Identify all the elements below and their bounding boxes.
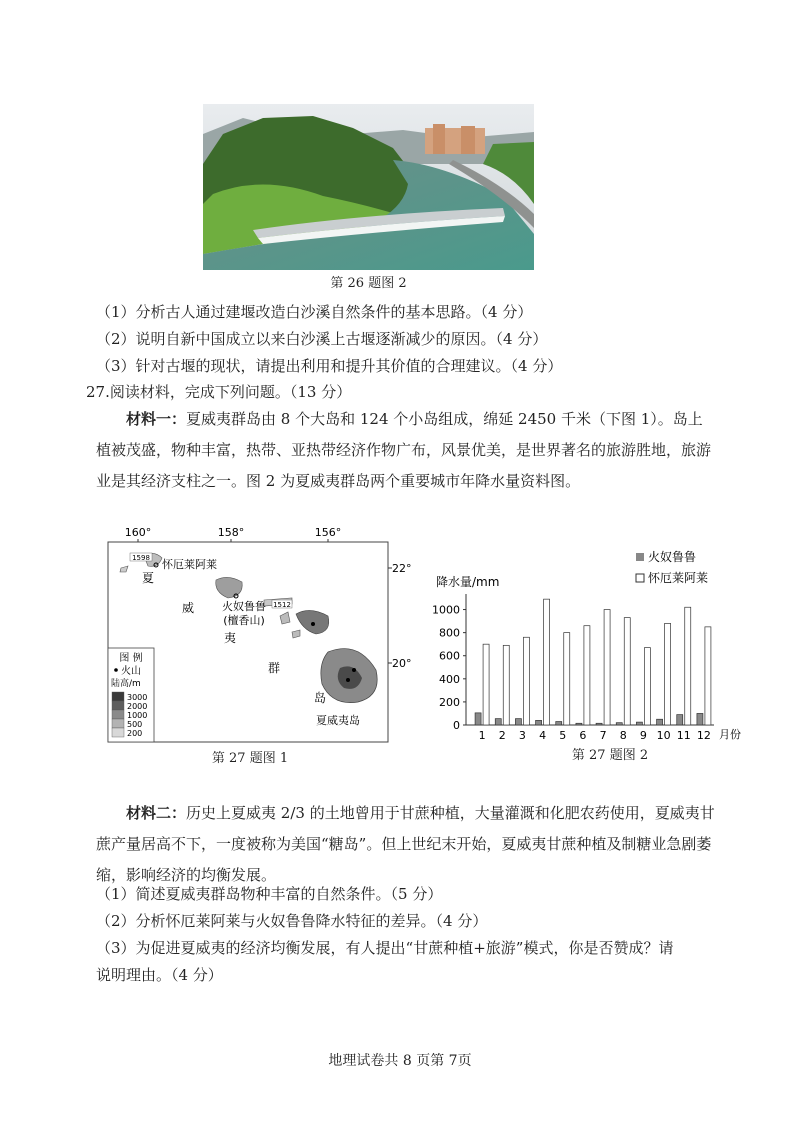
x-tick-label: 10 xyxy=(656,729,671,742)
x-tick-label: 9 xyxy=(639,729,647,742)
material-2 xyxy=(96,798,716,891)
material-2-label: 材料二： xyxy=(126,804,187,822)
bar-honolulu xyxy=(677,715,683,725)
legend-label-honolulu: 火奴鲁鲁 xyxy=(648,550,697,564)
q26-sub3: （3）针对古堰的现状，请提出利用和提升其价值的合理建议。（4 分） xyxy=(96,357,563,375)
map-vertical-char: 岛 xyxy=(314,691,327,705)
legend-volcano-label: 火山 xyxy=(121,666,141,677)
bar-waialeale xyxy=(503,645,509,725)
legend-swatch-500 xyxy=(112,719,124,728)
map-vertical-char: 夷 xyxy=(224,631,237,645)
y-tick-label: 600 xyxy=(439,649,460,663)
legend-swatch-1000 xyxy=(112,710,124,719)
q27-sub3-line2: 说明理由。（4 分） xyxy=(96,966,223,984)
lat-label: 22° xyxy=(392,562,412,575)
lat-label: 20° xyxy=(392,657,412,670)
legend-swatch-200 xyxy=(112,728,124,737)
bar-waialeale xyxy=(523,637,529,725)
bar-honolulu xyxy=(596,723,602,725)
bar-waialeale xyxy=(544,599,550,725)
legend-title: 图 例 xyxy=(119,653,143,664)
material-1 xyxy=(96,404,716,497)
bar-honolulu xyxy=(657,719,663,725)
bar-waialeale xyxy=(604,610,610,725)
legend-level-label: 200 xyxy=(127,729,143,738)
bar-waialeale xyxy=(624,618,630,725)
legend-level-label: 3000 xyxy=(127,693,148,702)
legend-swatch-waialeale xyxy=(636,574,644,582)
bar-honolulu xyxy=(536,720,542,725)
chart-caption: 第 27 题图 2 xyxy=(571,748,649,763)
elevation-label: 1512 xyxy=(273,601,291,609)
y-axis-title: 降水量/mm xyxy=(436,575,500,589)
volcano-marker xyxy=(352,668,356,672)
bar-waialeale xyxy=(644,648,650,725)
map-vertical-char: 群 xyxy=(268,661,281,675)
material-1-label: 材料一： xyxy=(126,410,187,428)
photo-caption: 第 26 题图 2 xyxy=(330,276,407,291)
volcano-marker xyxy=(311,622,315,626)
bar-honolulu xyxy=(495,719,501,725)
y-tick-label: 1000 xyxy=(432,603,460,617)
honolulu-alt-label: (檀香山) xyxy=(223,614,265,627)
x-tick-label: 3 xyxy=(518,729,526,742)
x-tick-label: 5 xyxy=(559,729,567,742)
legend-swatch-3000 xyxy=(112,692,124,701)
x-tick-label: 2 xyxy=(498,729,506,742)
bar-honolulu xyxy=(556,722,562,725)
bar-waialeale xyxy=(483,644,489,725)
material-2-text: 历史上夏威夷 2/3 的土地曾用于甘蔗种植，大量灌溉和化肥农药使用，夏威夷甘蔗产量居高不下，一度被称为美国“糖岛”。但上世纪末开始，夏威夷甘蔗种植及制糖业急剧萎缩，影响经济的均衡发展。 xyxy=(96,804,715,884)
bar-waialeale xyxy=(685,607,691,725)
bar-waialeale xyxy=(564,633,570,725)
q27-sub3-line1: （3）为促进夏威夷的经济均衡发展，有人提出“甘蔗种植+旅游”模式，你是否赞成？请 xyxy=(96,939,674,957)
y-tick-label: 200 xyxy=(439,695,460,709)
precipitation-chart xyxy=(426,548,741,748)
q27-sub1: （1）简述夏威夷群岛物种丰富的自然条件。（5 分） xyxy=(96,885,443,903)
bar-waialeale xyxy=(705,627,711,725)
legend-swatch-honolulu xyxy=(636,553,644,561)
map-caption: 第 27 题图 1 xyxy=(211,751,289,766)
bar-honolulu xyxy=(475,713,481,725)
big-island-label: 夏威夷岛 xyxy=(316,714,360,727)
x-tick-label: 8 xyxy=(619,729,627,742)
page-footer: 地理试卷共 8 页第 7页 xyxy=(328,1053,472,1069)
river-weir-photo xyxy=(203,104,534,270)
x-tick-label: 11 xyxy=(676,729,691,742)
bar-honolulu xyxy=(616,723,622,725)
legend-volcano-dot xyxy=(114,668,118,672)
x-tick-label: 6 xyxy=(579,729,587,742)
bar-honolulu xyxy=(636,722,642,725)
bar-waialeale xyxy=(665,623,671,725)
map-vertical-char: 威 xyxy=(182,601,195,615)
material-1-text: 夏威夷群岛由 8 个大岛和 124 个小岛组成，绵延 2450 千米（下图 1）。岛上植被茂盛，物种丰富，热带、亚热带经济作物广布，风景优美，是世界著名的旅游胜地，旅游业是其经济支柱之一。图 2 为夏威夷群岛两个重要城市年降水量资料图。 xyxy=(96,410,712,490)
bar-waialeale xyxy=(584,626,590,725)
x-tick-label: 4 xyxy=(539,729,547,742)
x-tick-label: 1 xyxy=(478,729,486,742)
x-tick-label: 7 xyxy=(599,729,607,742)
legend-level-label: 500 xyxy=(127,720,143,729)
lon-label: 158° xyxy=(217,526,245,539)
legend-elev-label: 陆高/m xyxy=(111,679,141,689)
bar-honolulu xyxy=(576,723,582,725)
hawaii-map xyxy=(96,520,416,770)
volcano-marker xyxy=(346,678,350,682)
x-tick-label: 12 xyxy=(696,729,711,742)
y-tick-label: 800 xyxy=(439,626,460,640)
bar-honolulu xyxy=(697,713,703,725)
lon-label: 160° xyxy=(124,526,152,539)
bar-honolulu xyxy=(515,719,521,725)
q26-sub2: （2）说明自新中国成立以来白沙溪上古堰逐渐减少的原因。（4 分） xyxy=(96,330,548,348)
honolulu-label: 火奴鲁鲁 xyxy=(222,600,266,613)
legend-label-waialeale: 怀厄莱阿莱 xyxy=(648,571,709,585)
legend-swatch-2000 xyxy=(112,701,124,710)
q27-sub2: （2）分析怀厄莱阿莱与火奴鲁鲁降水特征的差异。（4 分） xyxy=(96,912,488,930)
q27-heading: 27.阅读材料，完成下列问题。（13 分） xyxy=(86,383,352,401)
y-tick-label: 0 xyxy=(453,719,460,732)
legend-level-label: 1000 xyxy=(127,711,148,720)
waialeale-label: 怀厄莱阿莱 xyxy=(162,558,217,571)
map-vertical-char: 夏 xyxy=(142,571,155,585)
lon-label: 156° xyxy=(314,526,342,539)
y-tick-label: 400 xyxy=(439,672,460,686)
x-axis-title: 月份 xyxy=(719,728,741,741)
q26-sub1: （1）分析古人通过建堰改造白沙溪自然条件的基本思路。（4 分） xyxy=(96,303,533,321)
elevation-label: 1598 xyxy=(132,554,150,562)
legend-level-label: 2000 xyxy=(127,702,148,711)
